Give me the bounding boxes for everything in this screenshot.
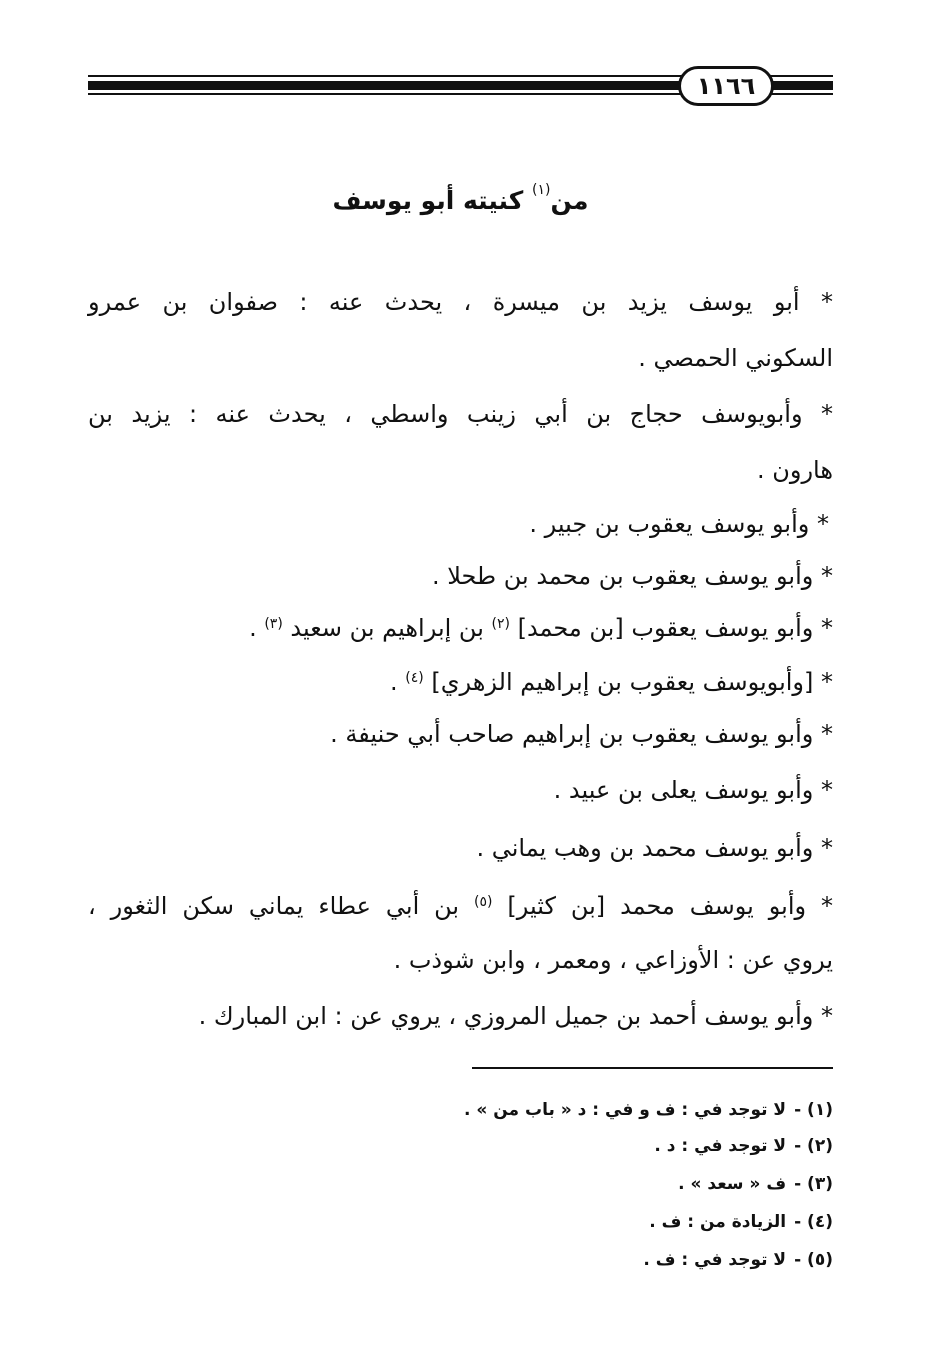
entry-2-line-1: * وأبويوسف حجاج بن أبي زينب واسطي ، يحدث عنه : يزيد بن [88, 400, 833, 428]
footnote-4 [649, 1204, 833, 1240]
footnote-3 [678, 1166, 833, 1202]
footnote-2-number: (٢) - [794, 1136, 833, 1156]
footnote-4-number: (٤) - [794, 1212, 833, 1232]
entry-1-line-2: السكوني الحمصي . [638, 344, 833, 372]
entry-11: * وأبو يوسف أحمد بن جميل المروزي ، يروي عن : ابن المبارك . [198, 1002, 833, 1030]
footnote-5-number: (٥) - [794, 1250, 833, 1270]
footnote-ref-3: (٣) [264, 616, 283, 632]
footnote-1-text: لا توجد في : ف و في : د « باب من » . [463, 1100, 787, 1120]
footnote-ref-5: (٥) [474, 894, 493, 910]
entry-9: * وأبو يوسف محمد بن وهب يماني . [476, 834, 833, 862]
title-word: من [550, 186, 589, 215]
footnote-3-text: ف « سعد » . [678, 1174, 787, 1194]
title-rest: كنيته أبو يوسف [332, 186, 533, 215]
entry-6-part-2: . [390, 668, 406, 696]
entry-10-part-1: * وأبو يوسف محمد [بن كثير] [492, 892, 833, 920]
footnote-3-number: (٣) - [794, 1174, 833, 1194]
entry-6-part-1: * [وأبويوسف يعقوب بن إبراهيم الزهري] [423, 668, 833, 696]
entry-10-line-2: يروي عن : الأوزاعي ، ومعمر ، وابن شوذب . [393, 946, 833, 974]
footnote-2-text: لا توجد في : د . [654, 1136, 787, 1156]
entry-5-part-2: بن إبراهيم بن سعيد [282, 614, 492, 642]
entry-8: * وأبو يوسف يعلى بن عبيد . [553, 776, 833, 804]
footnote-2 [654, 1128, 833, 1164]
entry-2-line-2: هارون . [756, 456, 833, 484]
footnote-ref-4: (٤) [405, 670, 424, 686]
footnote-5 [643, 1242, 833, 1278]
entry-5 [88, 606, 833, 650]
footnote-1 [464, 1092, 833, 1128]
entry-7: * وأبو يوسف يعقوب بن إبراهيم صاحب أبي حنيفة . [330, 720, 833, 748]
entry-3: * وأبو يوسف يعقوب بن جبير . [529, 510, 829, 538]
footnote-1-number: (١) - [794, 1100, 833, 1120]
entry-1-line-1: * أبو يوسف يزيد بن ميسرة ، يحدث عنه : صفوان بن عمرو [88, 288, 833, 316]
footnote-4-text: الزيادة من : ف . [649, 1212, 787, 1232]
entry-4: * وأبو يوسف يعقوب بن محمد بن طحلا . [431, 562, 833, 590]
page-header [88, 66, 833, 112]
footnote-separator [472, 1067, 833, 1069]
footnote-5-text: لا توجد في : ف . [643, 1250, 787, 1270]
entry-10-line-1 [88, 884, 833, 928]
entry-5-part-1: * وأبو يوسف يعقوب [بن محمد] [509, 614, 833, 642]
title-footnote-ref: (١) [532, 182, 551, 198]
entry-6 [88, 660, 833, 704]
footnote-ref-2: (٢) [491, 616, 510, 632]
entry-10-part-2: بن أبي عطاء يماني سكن الثغور ، [88, 892, 475, 920]
page-number: ١١٦٦ [678, 66, 774, 106]
section-title [88, 182, 833, 230]
entry-5-part-3: . [249, 614, 265, 642]
